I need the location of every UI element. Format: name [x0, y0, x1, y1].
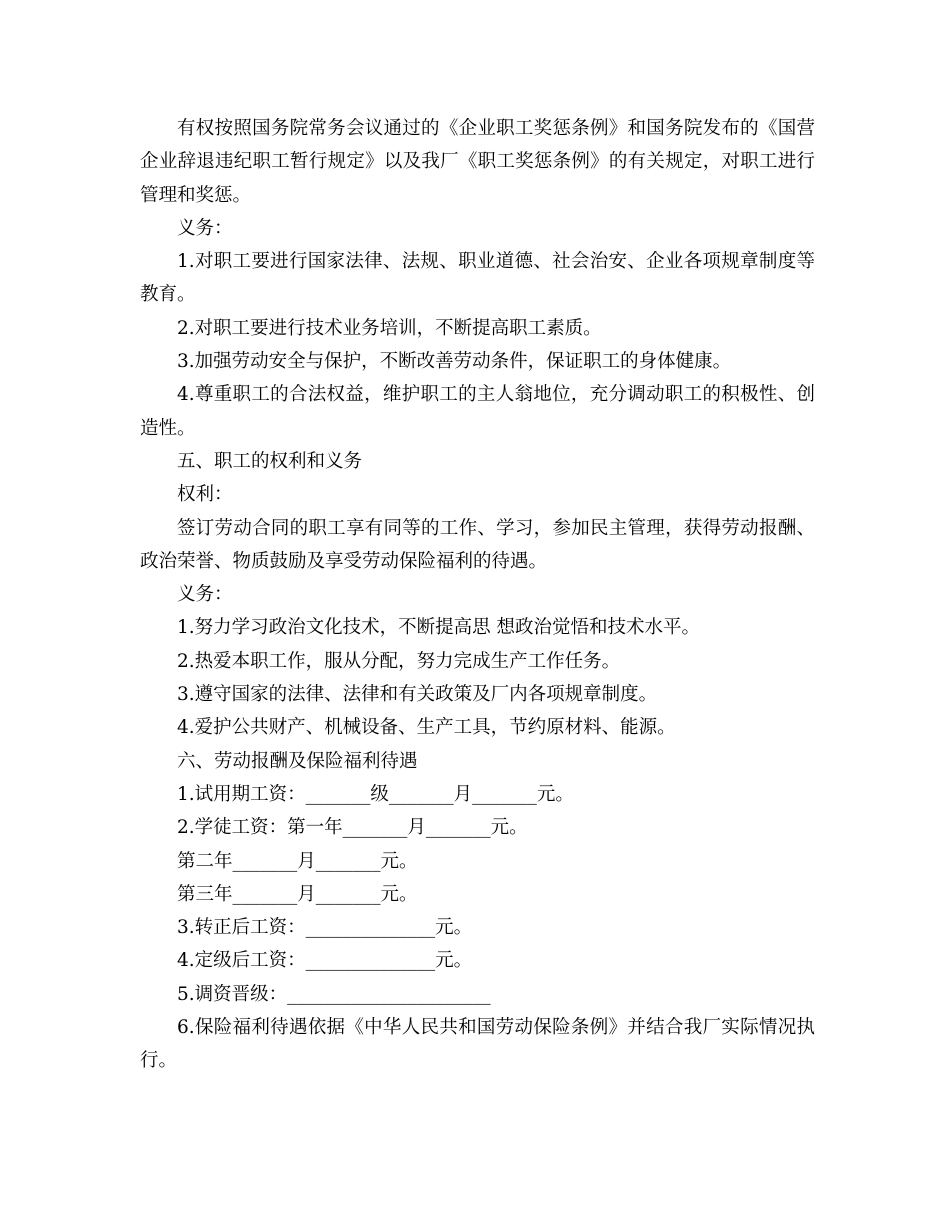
para-line: 2.对职工要进行技术业务培训，不断提高职工素质。: [177, 317, 602, 339]
para-line: 2.热爱本职工作，服从分配，努力完成生产工作任务。: [177, 650, 621, 672]
para-line: 义务：: [177, 217, 233, 239]
para-line: 义务：: [177, 584, 233, 606]
form-line: 4.定级后工资：______________元。: [177, 950, 473, 972]
para-line: 政治荣誉、物质鼓励及享受劳动保险福利的待遇。: [140, 550, 548, 572]
para-line: 4.尊重职工的合法权益，维护职工的主人翁地位，充分调动职工的积极性、创: [177, 384, 815, 406]
para-line: 教育。: [140, 284, 196, 306]
para-line: 1.努力学习政治文化技术，不断提高思 想政治觉悟和技术水平。: [177, 617, 701, 639]
para-line: 行。: [140, 1050, 178, 1072]
para-line: 4.爱护公共财产、机械设备、生产工具，节约原材料、能源。: [177, 717, 676, 739]
form-line: 第二年_______月_______元。: [177, 850, 418, 872]
para-line: 3.遵守国家的法律、法律和有关政策及厂内各项规章制度。: [177, 684, 658, 706]
para-line: 签订劳动合同的职工享有同等的工作、学习，参加民主管理，获得劳动报酬、: [177, 517, 815, 539]
section-heading: 六、劳动报酬及保险福利待遇: [177, 750, 418, 772]
form-line: 1.试用期工资：_______级_______月_______元。: [177, 783, 574, 805]
form-line: 2.学徒工资：第一年_______月_______元。: [177, 817, 528, 839]
section-heading: 五、职工的权利和义务: [177, 450, 363, 472]
para-line: 权利：: [177, 484, 233, 506]
para-line: 3.加强劳动安全与保护，不断改善劳动条件，保证职工的身体健康。: [177, 351, 732, 373]
form-line: 5.调资晋级：______________________: [177, 983, 491, 1005]
para-line: 造性。: [140, 417, 196, 439]
form-line: 3.转正后工资：______________元。: [177, 917, 473, 939]
para-line: 管理和奖惩。: [140, 184, 252, 206]
para-line: 6.保险福利待遇依据《中华人民共和国劳动保险条例》并结合我厂实际情况执: [177, 1017, 815, 1039]
document-body: [140, 112, 815, 1078]
form-line: 第三年_______月_______元。: [177, 883, 418, 905]
para-line: 有权按照国务院常务会议通过的《企业职工奖惩条例》和国务院发布的《国营: [177, 118, 815, 139]
para-line: 1.对职工要进行国家法律、法规、职业道德、社会治安、企业各项规章制度等: [177, 251, 815, 273]
para-line: 企业辞退违纪职工暂行规定》以及我厂《职工奖惩条例》的有关规定，对职工进行: [140, 151, 815, 173]
